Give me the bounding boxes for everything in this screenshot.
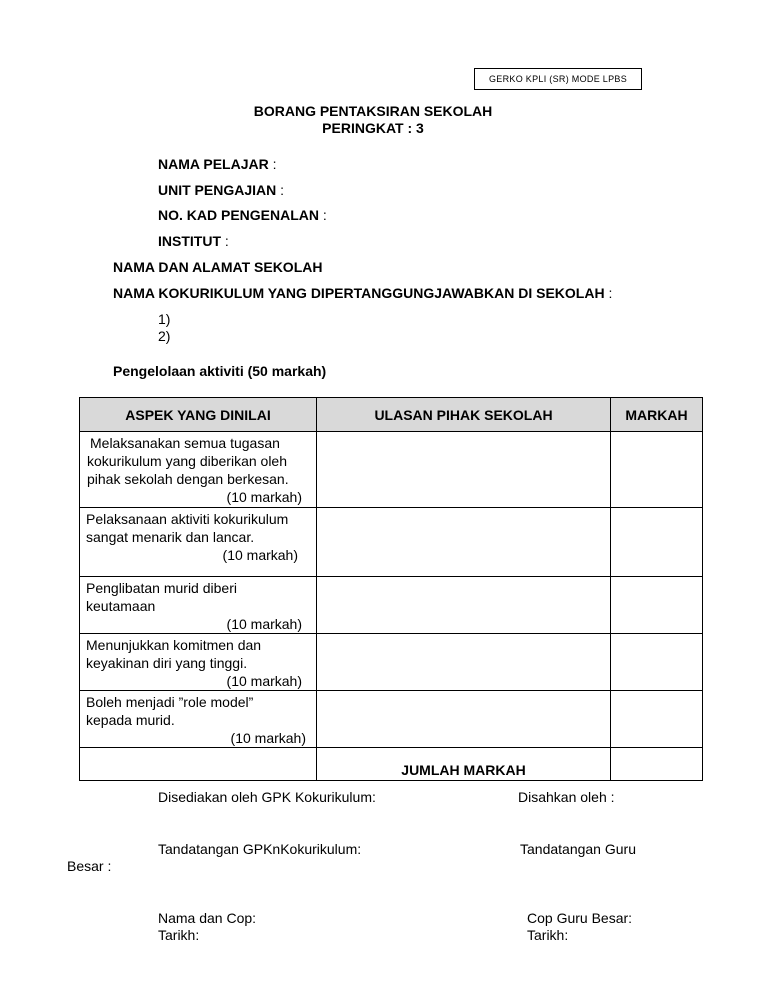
aspect-line: Melaksanakan semua tugasan: [90, 435, 280, 451]
ulasan-cell[interactable]: [317, 577, 611, 634]
ulasan-cell[interactable]: [317, 691, 611, 748]
markah-cell[interactable]: [611, 432, 703, 508]
field-kokurikulum: NAMA KOKURIKULUM YANG DIPERTANGGUNGJAWABKAN DI SEKOLAH :: [113, 285, 613, 301]
field-institut: INSTITUT :: [158, 233, 229, 249]
header-ulasan: ULASAN PIHAK SEKOLAH: [317, 398, 611, 432]
mark-label: (10 markah): [230, 730, 306, 746]
stamp-head-label: Cop Guru Besar:: [527, 910, 633, 926]
field-no-kad: NO. KAD PENGENALAN :: [158, 207, 327, 223]
aspect-line: kokurikulum yang diberikan oleh: [87, 453, 287, 469]
markah-cell[interactable]: [611, 634, 703, 691]
field-sekolah: NAMA DAN ALAMAT SEKOLAH: [113, 259, 323, 275]
aspect-line: sangat menarik dan lancar.: [86, 529, 255, 545]
ulasan-cell[interactable]: [317, 432, 611, 508]
mark-label: (10 markah): [226, 489, 302, 505]
sign-gpk-label: Tandatangan GPKnKokurikulum:: [158, 841, 362, 857]
aspect-cell: [80, 691, 317, 748]
mark-label: (10 markah): [222, 547, 298, 563]
table-header-row: [80, 398, 703, 432]
aspect-line: keutamaan: [86, 598, 156, 614]
aspect-line: pihak sekolah dengan berkesan.: [87, 471, 289, 487]
name-stamp-label: Nama dan Cop:: [158, 910, 257, 926]
assessment-table: [79, 397, 703, 781]
aspect-cell: [80, 634, 317, 691]
field-unit-pengajian: UNIT PENGAJIAN :: [158, 182, 285, 198]
aspect-line: Menunjukkan komitmen dan: [86, 637, 262, 653]
total-markah-cell[interactable]: [611, 748, 703, 781]
ulasan-cell[interactable]: [317, 634, 611, 691]
form-code-box: [474, 68, 642, 90]
table-row: [80, 508, 703, 577]
form-subtitle: PERINGKAT : 3: [322, 120, 424, 136]
date-right-label: Tarikh:: [527, 927, 569, 943]
table-row: [80, 691, 703, 748]
aspect-line: kepada murid.: [86, 712, 175, 728]
table-total-row: [80, 748, 703, 781]
table-row: [80, 634, 703, 691]
sign-head-label: Tandatangan Guru: [520, 841, 636, 857]
mark-label: (10 markah): [226, 673, 302, 689]
form-title: BORANG PENTAKSIRAN SEKOLAH: [253, 103, 493, 119]
table-row: [80, 432, 703, 508]
aspect-line: Penglibatan murid diberi: [86, 580, 237, 596]
total-empty-cell: [80, 748, 317, 781]
section-heading: Pengelolaan aktiviti (50 markah): [113, 363, 327, 379]
aspect-cell: [80, 577, 317, 634]
header-markah: MARKAH: [611, 398, 703, 432]
mark-label: (10 markah): [226, 616, 302, 632]
aspect-line: Boleh menjadi ”role model”: [86, 694, 254, 710]
approved-by-label: Disahkan oleh :: [518, 789, 615, 805]
sign-head-label-cont: Besar :: [67, 858, 112, 874]
numbered-item-2: 2): [158, 328, 171, 344]
markah-cell[interactable]: [611, 577, 703, 634]
date-left-label: Tarikh:: [158, 927, 200, 943]
header-aspek: ASPEK YANG DINILAI: [80, 398, 317, 432]
aspect-line: Pelaksanaan aktiviti kokurikulum: [86, 511, 289, 527]
aspect-cell: [80, 432, 317, 508]
total-label: JUMLAH MARKAH: [317, 748, 611, 781]
markah-cell[interactable]: [611, 691, 703, 748]
ulasan-cell[interactable]: [317, 508, 611, 577]
field-nama-pelajar: NAMA PELAJAR :: [158, 156, 277, 172]
table-row: [80, 577, 703, 634]
form-code: GERKO KPLI (SR) MODE LPBS: [488, 74, 628, 84]
prepared-by-label: Disediakan oleh GPK Kokurikulum:: [158, 789, 376, 805]
numbered-item-1: 1): [158, 311, 171, 327]
aspect-line: keyakinan diri yang tinggi.: [86, 655, 248, 671]
aspect-cell: [80, 508, 317, 577]
markah-cell[interactable]: [611, 508, 703, 577]
